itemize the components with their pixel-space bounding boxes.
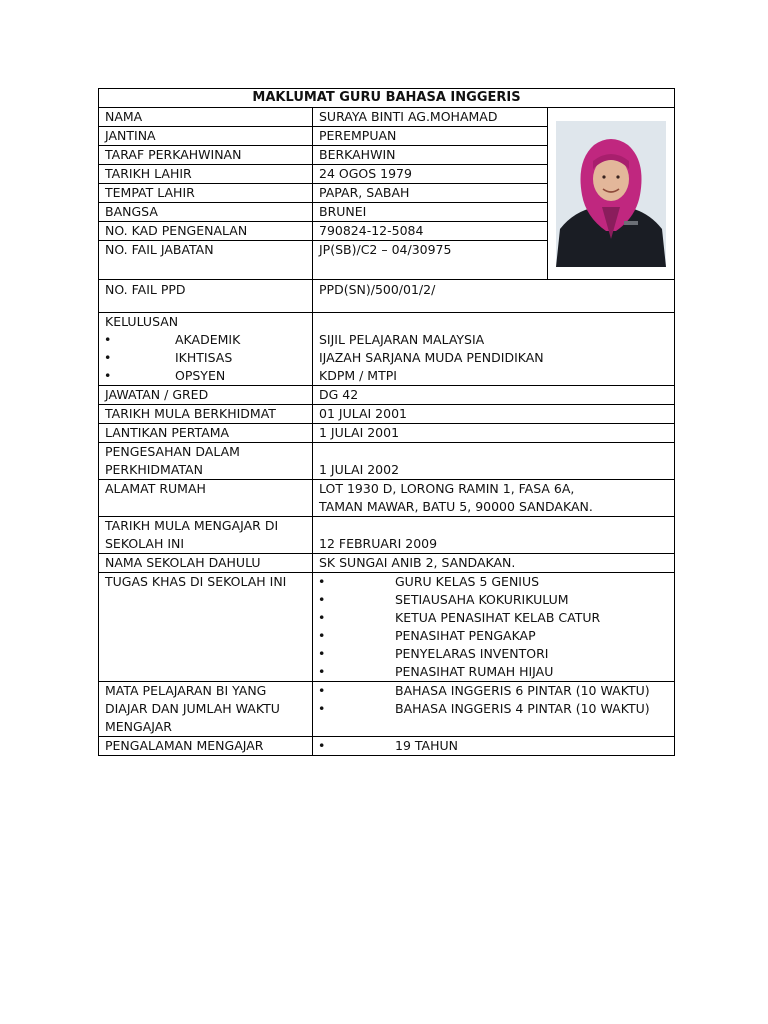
row-label: TARAF PERKAHWINAN <box>99 146 313 165</box>
row-label: PENGALAMAN MENGAJAR <box>99 737 313 756</box>
row-value: 01 JULAI 2001 <box>313 405 675 424</box>
row-value: KDPM / MTPI <box>319 368 397 383</box>
row-value: SIJIL PELAJARAN MALAYSIA <box>319 332 485 347</box>
photo-cell <box>548 108 675 280</box>
kelulusan-label-cell <box>99 313 313 386</box>
row-value: 790824-12-5084 <box>313 222 548 241</box>
list-item: • KETUA PENASIHAT KELAB CATUR <box>319 609 674 627</box>
table-title: MAKLUMAT GURU BAHASA INGGERIS <box>99 89 675 108</box>
pengalaman-list <box>319 737 674 755</box>
row-value: PPD(SN)/500/01/2/ <box>313 280 675 313</box>
pengalaman-value-cell <box>313 737 675 756</box>
kelulusan-value-cell <box>313 313 675 386</box>
row-value: DG 42 <box>313 386 675 405</box>
mengajar-value-cell <box>313 517 675 554</box>
row-label: TEMPAT LAHIR <box>99 184 313 203</box>
list-item: • PENYELARAS INVENTORI <box>319 645 674 663</box>
row-label: LANTIKAN PERTAMA <box>99 424 313 443</box>
teacher-info-form <box>98 88 674 756</box>
list-item: • 19 TAHUN <box>319 737 674 755</box>
row-value: SURAYA BINTI AG.MOHAMAD <box>313 108 548 127</box>
row-value: 24 OGOS 1979 <box>313 165 548 184</box>
row-value: PEREMPUAN <box>313 127 548 146</box>
list-item: • PENASIHAT RUMAH HIJAU <box>319 663 674 681</box>
row-label: DIAJAR DAN JUMLAH WAKTU <box>105 701 280 716</box>
row-value: 1 JULAI 2002 <box>319 462 400 477</box>
row-label: NO. KAD PENGENALAN <box>99 222 313 241</box>
list-item: • OPSYEN <box>105 367 312 385</box>
row-value: PAPAR, SABAH <box>313 184 548 203</box>
row-value: IJAZAH SARJANA MUDA PENDIDIKAN <box>319 350 544 365</box>
mata-pelajaran-value-cell <box>313 682 675 737</box>
row-label: NO. FAIL PPD <box>99 280 313 313</box>
row-label: TARIKH MULA BERKHIDMAT <box>99 405 313 424</box>
row-value: TAMAN MAWAR, BATU 5, 90000 SANDAKAN. <box>319 499 593 514</box>
row-value: JP(SB)/C2 – 04/30975 <box>313 241 548 280</box>
list-item: • AKADEMIK <box>105 331 312 349</box>
row-label: TUGAS KHAS DI SEKOLAH INI <box>99 573 313 682</box>
list-item: • BAHASA INGGERIS 6 PINTAR (10 WAKTU) <box>319 682 674 700</box>
row-label: NO. FAIL JABATAN <box>99 241 313 280</box>
row-label: PERKHIDMATAN <box>105 462 203 477</box>
mata-pelajaran-list <box>319 682 674 718</box>
row-value: 1 JULAI 2001 <box>313 424 675 443</box>
row-value: LOT 1930 D, LORONG RAMIN 1, FASA 6A, <box>319 481 575 496</box>
row-label: NAMA <box>99 108 313 127</box>
row-label: BANGSA <box>99 203 313 222</box>
row-value: 12 FEBRUARI 2009 <box>319 536 438 551</box>
row-label: TARIKH LAHIR <box>99 165 313 184</box>
row-value: BERKAHWIN <box>313 146 548 165</box>
kelulusan-label: KELULUSAN <box>105 314 179 329</box>
teacher-photo <box>556 121 666 267</box>
list-item: • BAHASA INGGERIS 4 PINTAR (10 WAKTU) <box>319 700 674 718</box>
list-item: • PENASIHAT PENGAKAP <box>319 627 674 645</box>
row-label: MENGAJAR <box>105 719 172 734</box>
kelulusan-list <box>105 331 312 385</box>
row-label: PENGESAHAN DALAM <box>105 444 240 459</box>
list-item: • IKHTISAS <box>105 349 312 367</box>
row-label: TARIKH MULA MENGAJAR DI <box>105 518 279 533</box>
row-value: SK SUNGAI ANIB 2, SANDAKAN. <box>313 554 675 573</box>
info-table <box>98 88 675 756</box>
list-item: • SETIAUSAHA KOKURIKULUM <box>319 591 674 609</box>
row-label: JANTINA <box>99 127 313 146</box>
row-label: ALAMAT RUMAH <box>99 480 313 517</box>
row-label: JAWATAN / GRED <box>99 386 313 405</box>
list-item: • GURU KELAS 5 GENIUS <box>319 573 674 591</box>
pengesahan-value-cell <box>313 443 675 480</box>
alamat-value-cell <box>313 480 675 517</box>
row-label: MATA PELAJARAN BI YANG <box>105 683 267 698</box>
tugas-value-cell <box>313 573 675 682</box>
tugas-list <box>319 573 674 681</box>
mata-pelajaran-label-cell <box>99 682 313 737</box>
row-label: NAMA SEKOLAH DAHULU <box>99 554 313 573</box>
row-value: BRUNEI <box>313 203 548 222</box>
pengesahan-label-cell <box>99 443 313 480</box>
row-label: SEKOLAH INI <box>105 536 185 551</box>
mengajar-label-cell <box>99 517 313 554</box>
